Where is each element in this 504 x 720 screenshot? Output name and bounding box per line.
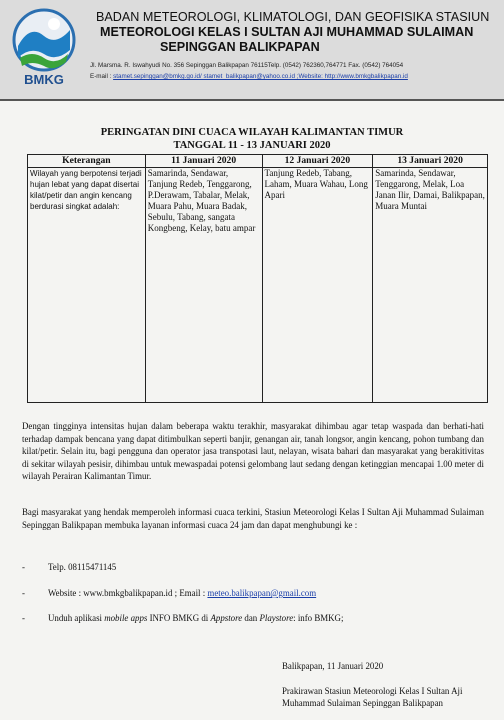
table-row xyxy=(28,168,488,403)
info-paragraph: Bagi masyarakat yang hendak memperoleh informasi cuaca terkini, Stasiun Meteorologi Kelas I Sultan Aji Muhammad Sulaiman Sepinggan Balikpapan membuka layanan informasi cuaca 24 jam dan dapat menghubungi ke : xyxy=(22,507,484,530)
col-header: Keterangan xyxy=(28,155,146,168)
col-header: 12 Januari 2020 xyxy=(262,155,373,168)
org-line-3: SEPINGGAN BALIKPAPAN xyxy=(160,40,320,54)
website-text: Website : www.bmkgbalikpapan.id ; Email : xyxy=(48,588,208,598)
telp-text: Telp. 08115471145 xyxy=(48,562,117,572)
doc-title: PERINGATAN DINI CUACA WILAYAH KALIMANTAN TIMUR xyxy=(100,127,404,138)
cell-day3: Samarinda, Sendawar, Tenggarong, Melak, Loa Janan Ilir, Damai, Balikpapan, Muara Muntai xyxy=(373,168,488,403)
list-item-website xyxy=(22,588,316,598)
bullet-dash: - xyxy=(22,562,25,572)
org-line-2: METEOROLOGI KELAS I SULTAN AJI MUHAMMAD SULAIMAN xyxy=(100,25,474,39)
cell-day1: Samarinda, Sendawar, Tanjung Redeb, Tenggarong, P.Derawam, Tabalar, Melak, Muara Pahu, Muara Badak, Sebulu, Tabang, sangata Kongbeng, Kelay, batu ampar xyxy=(145,168,262,403)
cell-keterangan: Wilayah yang berpotensi terjadi hujan lebat yang dapat disertai kilat/petir dan angin kencang berdurasi singkat adalah: xyxy=(28,168,146,403)
list-item-app xyxy=(22,613,343,623)
advisory-paragraph: Dengan tingginya intensitas hujan dalam beberapa waktu terakhir, masyarakat dihimbau agar tetap waspada dan berhati-hati terhadap dampak bencana yang dapat ditimbulkan seperti banjir, genangan air, tanah longsor, angin kencang, pohon tumbang dan kilat/petir. Selain itu, bagi pengguna dan operator jasa transpotasi laut, nelayan, wisata bahari dan masyarakat yang berakitivitas di sekitar wilayah pesisir, dihimbau untuk mewaspadai potensi gelombang laut sedang dengan ketinggian mencapai 1.00 meter di wilayah Perairan Kalimantan Timur. xyxy=(22,421,484,482)
app-text-mobile: mobile apps xyxy=(104,613,148,623)
org-line-1: BADAN METEOROLOGI, KLIMATOLOGI, DAN GEOFISIKA STASIUN xyxy=(96,10,490,24)
email-link[interactable]: meteo.balikpapan@gmail.com xyxy=(207,588,317,598)
table-header-row xyxy=(28,155,488,168)
list-item-telp xyxy=(22,562,116,572)
signature-place-date: Balikpapan, 11 Januari 2020 xyxy=(282,661,384,671)
app-text-3: dan xyxy=(242,613,260,623)
email-links[interactable]: stamet.sepinggan@bmkg.go.id/ stamet_balikpapan@yahoo.co.id ;Website: http://www.bmkgbalikpapan.id xyxy=(113,73,408,80)
letterhead xyxy=(0,0,504,100)
signature-line-1: Prakirawan Stasiun Meteorologi Kelas I Sultan Aji xyxy=(282,686,463,696)
app-text-1: Unduh aplikasi xyxy=(48,613,105,623)
contact-line xyxy=(90,73,408,80)
cell-day2: Tanjung Redeb, Tabang, Laham, Muara Wahau, Long Apari xyxy=(262,168,373,403)
signature-line-2: Muhammad Sulaiman Sepinggan Balikpapan xyxy=(282,698,443,708)
email-label: E-mail : xyxy=(90,73,114,80)
bullet-dash: - xyxy=(22,613,25,623)
bmkg-logo-icon xyxy=(6,6,82,88)
address: Jl. Marsma. R. Iswahyudi No. 356 Sepinggan Balikpapan 76115Telp. (0542) 762360,764771 Fax. (0542) 764054 xyxy=(90,62,404,69)
app-text-4: : info BMKG; xyxy=(293,613,344,623)
warning-table xyxy=(27,154,488,403)
col-header: 11 Januari 2020 xyxy=(145,155,262,168)
app-text-playstore: Playstore xyxy=(259,613,294,623)
col-header: 13 Januari 2020 xyxy=(373,155,488,168)
bullet-dash: - xyxy=(22,588,25,598)
app-text-appstore: Appstore xyxy=(210,613,243,623)
doc-subtitle: TANGGAL 11 - 13 JANUARI 2020 xyxy=(173,140,331,151)
header-divider xyxy=(0,99,504,101)
logo-text: BMKG xyxy=(24,72,64,87)
app-text-2: INFO BMKG di xyxy=(147,613,211,623)
